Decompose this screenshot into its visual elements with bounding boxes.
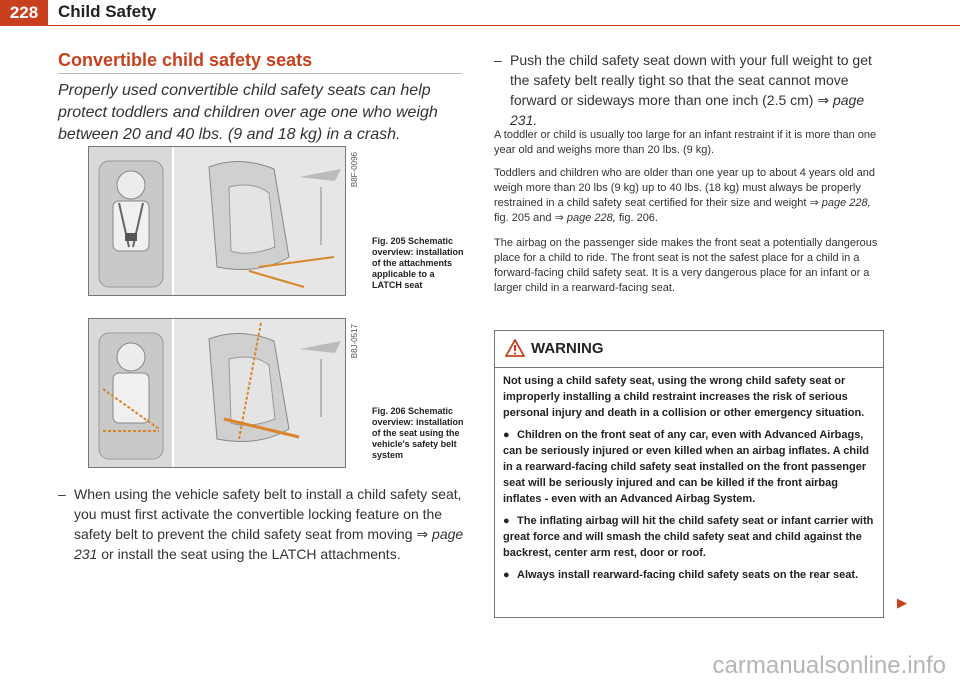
warning-bullet [503, 567, 879, 583]
title-rule [58, 73, 462, 74]
arrow-icon: ⇒ [817, 92, 833, 108]
figure-205-caption-text: Schematic overview: installation of the attachments applicable to a LATCH seat [372, 236, 464, 290]
figure-205-label: Fig. 205 [372, 236, 406, 246]
warning-bullet [503, 427, 879, 507]
left-instruction-step [58, 484, 466, 564]
page-number: 228 [0, 0, 48, 26]
figure-206-image [88, 318, 346, 468]
warning-bullet-text: The inflating airbag will hit the child safety seat or infant carrier with great force and will smash the child safety seat and child against the backrest, center arm rest, door or roof. [503, 515, 874, 559]
paragraph-text: fig. 205 and [494, 212, 552, 224]
chapter-title: Child Safety [58, 2, 157, 21]
figure-206-caption [372, 406, 464, 461]
warning-bullet-text: Always install rearward-facing child safety seats on the rear seat. [517, 569, 859, 581]
paragraph-toddler-size: A toddler or child is usually too large for an infant restraint if it is more than one year old and weighs more than 20 lbs. (9 kg). [494, 129, 877, 156]
figure-206-label: Fig. 206 [372, 406, 406, 416]
figure-206-code: B8J-0517 [350, 324, 359, 359]
section-title: Convertible child safety seats [58, 50, 313, 70]
figure-206-caption-text: Schematic overview: installation of the seat using the vehicle's safety belt system [372, 406, 464, 460]
page-reference-link[interactable]: page 228, [566, 212, 616, 224]
header-rule [48, 25, 960, 26]
warning-bullet-text: Children on the front seat of any car, even with Advanced Airbags, can be seriously injured or even killed when an airbag inflates. A child in a rearward-facing child safety seat installed on the front passenger seat will be seriously injured and can be killed if the front airbag inflates - even with an Advanced Airbag System. [503, 429, 869, 505]
page-reference-link[interactable]: page 228, [821, 197, 871, 209]
left-step-text-before: When using the vehicle safety belt to install a child safety seat, you must first activate the convertible locking feature on the safety belt to prevent the child safety seat from moving [74, 486, 462, 542]
warning-title: WARNING [531, 340, 604, 357]
warning-box [494, 330, 884, 618]
figure-205-code: B8F-0096 [350, 152, 359, 188]
watermark: carmanualsonline.info [712, 652, 946, 679]
arrow-icon: ⇒ [554, 212, 564, 224]
page-reference-link[interactable]: page 231. [510, 92, 865, 128]
figure-205-image [88, 146, 346, 296]
paragraph-toddler-restraint [494, 166, 886, 226]
intro-text: Properly used convertible child safety seats can help protect toddlers and children over age one who weigh between 20 and 40 lbs. (9 and 18 kg) in a crash. [58, 82, 438, 143]
warning-header [495, 331, 883, 368]
bullet-icon: ● [503, 569, 510, 581]
paragraph-airbag-danger: The airbag on the passenger side makes the front seat a potentially dangerous place for a child to ride. The front seat is not the safest place for a child in a forward-facing child safety seat. It is a very dangerous place for an infant or a larger child in a rearward-facing seat. [494, 237, 878, 294]
continue-arrow-icon: ▶ [897, 595, 907, 610]
step-dash: – [494, 52, 502, 68]
arrow-icon: ⇒ [809, 197, 819, 209]
right-step-text: Push the child safety seat down with your full weight to get the safety belt really tight so that the seat cannot move forward or sideways more than one inch (2.5 cm) [510, 52, 872, 108]
arrow-icon: ⇒ [416, 526, 433, 542]
bullet-icon: ● [503, 429, 510, 441]
right-instruction-step [494, 50, 886, 130]
figure-205-caption [372, 236, 464, 291]
warning-bullet [503, 513, 879, 561]
left-step-text-after: or install the seat using the LATCH attachments. [101, 546, 401, 562]
page-header [0, 0, 960, 26]
bullet-icon: ● [503, 515, 510, 527]
paragraph-text: Toddlers and children who are older than one year up to about 4 years old and weigh more than 20 lbs (9 kg) up to 40 lbs. (18 kg) must always be properly restrained in a child safety seat certified for their size and weight [494, 167, 875, 209]
warning-lead: Not using a child safety seat, using the wrong child safety seat or improperly installing a child restraint increases the risk of serious personal injury and death in a collision or other emergency situation. [503, 375, 865, 419]
step-dash: – [58, 486, 66, 502]
warning-body [503, 373, 879, 589]
warning-triangle-icon [505, 339, 525, 362]
paragraph-text: fig. 206. [618, 212, 658, 224]
page-reference-link[interactable]: page 231 [74, 526, 464, 562]
